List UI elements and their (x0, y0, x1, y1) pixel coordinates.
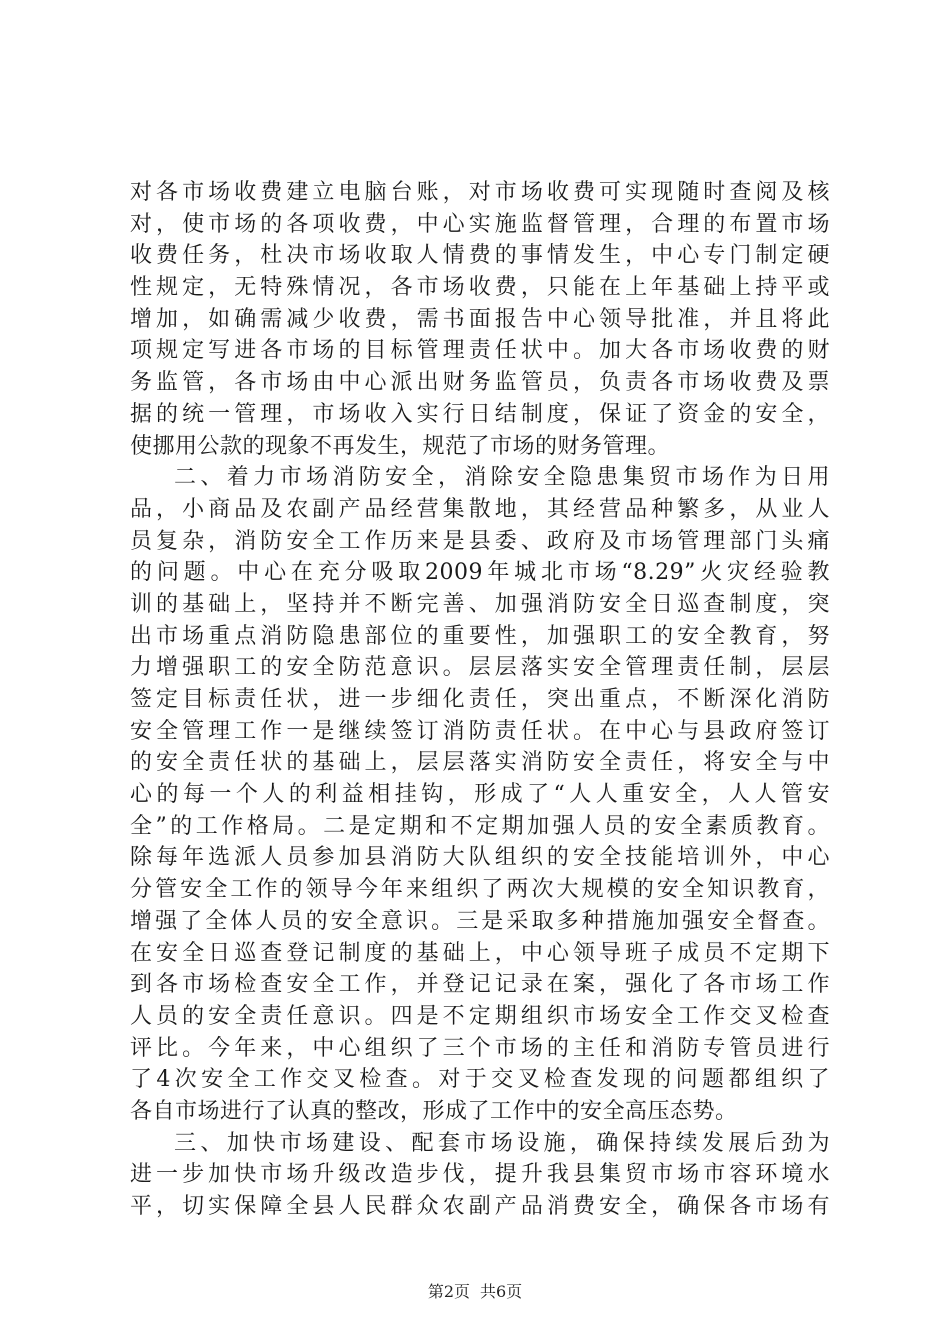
page-total: 共6页 (480, 1282, 523, 1301)
text-line: 进一步加快市场升级改造步伐，提升我县集贸市场市容环境水 (130, 1162, 830, 1188)
text-line: 品，小商品及农副产品经营集散地，其经营品种繁多，从业人 (130, 496, 830, 522)
page-number: 第2页 (427, 1282, 470, 1301)
text-line: 增加，如确需减少收费，需书面报告中心领导批准，并且将此 (130, 306, 830, 332)
text-line: 力增强职工的安全防范意识。层层落实安全管理责任制，层层 (130, 655, 830, 681)
text-line: 二、着力市场消防安全，消除安全隐患集贸市场作为日用 (174, 465, 830, 491)
text-line: 使挪用公款的现象不再发生，规范了市场的财务管理。 (130, 433, 671, 459)
text-line: 的问题。中心在充分吸取2009年城北市场“8.29”火灾经验教 (130, 560, 830, 586)
text-line: 在安全日巡查登记制度的基础上，中心领导班子成员不定期下 (130, 940, 830, 966)
text-line: 人员的安全责任意识。四是不定期组织市场安全工作交叉检查 (130, 1003, 830, 1029)
text-line: 安全管理工作一是继续签订消防责任状。在中心与县政府签订 (130, 718, 830, 744)
text-line: 评比。今年来，中心组织了三个市场的主任和消防专管员进行 (130, 1035, 830, 1061)
text-line: 除每年选派人员参加县消防大队组织的安全技能培训外，中心 (130, 845, 830, 871)
text-line: 出市场重点消防隐患部位的重要性，加强职工的安全教育，努 (130, 623, 830, 649)
text-line: 心的每一个人的利益相挂钩，形成了“人人重安全，人人管安 (130, 782, 830, 808)
text-line: 分管安全工作的领导今年来组织了两次大规模的安全知识教育， (130, 877, 830, 903)
text-line: 对各市场收费建立电脑台账，对市场收费可实现随时查阅及核 (130, 180, 830, 205)
text-line: 签定目标责任状，进一步细化责任，突出重点，不断深化消防 (130, 687, 830, 712)
text-line: 各自市场进行了认真的整改，形成了工作中的安全高压态势。 (130, 1098, 738, 1124)
text-line: 全”的工作格局。二是定期和不定期加强人员的安全素质教育。 (130, 813, 830, 839)
body-text (130, 177, 830, 1223)
text-line: 平，切实保障全县人民群众农副产品消费安全，确保各市场有 (130, 1194, 830, 1219)
text-line: 训的基础上，坚持并不断完善、加强消防安全日巡查制度，突 (130, 591, 830, 617)
text-line: 收费任务，杜决市场收取人情费的事情发生，中心专门制定硬 (130, 243, 830, 269)
text-line: 据的统一管理，市场收入实行日结制度，保证了资金的安全， (130, 401, 830, 427)
text-line: 了4次安全工作交叉检查。对于交叉检查发现的问题都组织了 (130, 1067, 830, 1093)
text-line: 到各市场检查安全工作，并登记记录在案，强化了各市场工作 (130, 972, 830, 998)
page-footer (0, 1279, 950, 1302)
text-line: 增强了全体人员的安全意识。三是采取多种措施加强安全督查。 (130, 908, 830, 934)
text-line: 性规定，无特殊情况，各市场收费，只能在上年基础上持平或 (130, 275, 830, 301)
text-line: 务监管，各市场由中心派出财务监管员，负责各市场收费及票 (130, 370, 830, 396)
text-line: 三、加快市场建设、配套市场设施，确保持续发展后劲为 (174, 1130, 830, 1156)
text-line: 的安全责任状的基础上，层层落实消防安全责任，将安全与中 (130, 750, 830, 776)
text-line: 对，使市场的各项收费，中心实施监督管理，合理的布置市场 (130, 211, 830, 237)
text-line: 项规定写进各市场的目标管理责任状中。加大各市场收费的财 (130, 338, 830, 364)
text-line: 员复杂，消防安全工作历来是县委、政府及市场管理部门头痛 (130, 528, 830, 554)
